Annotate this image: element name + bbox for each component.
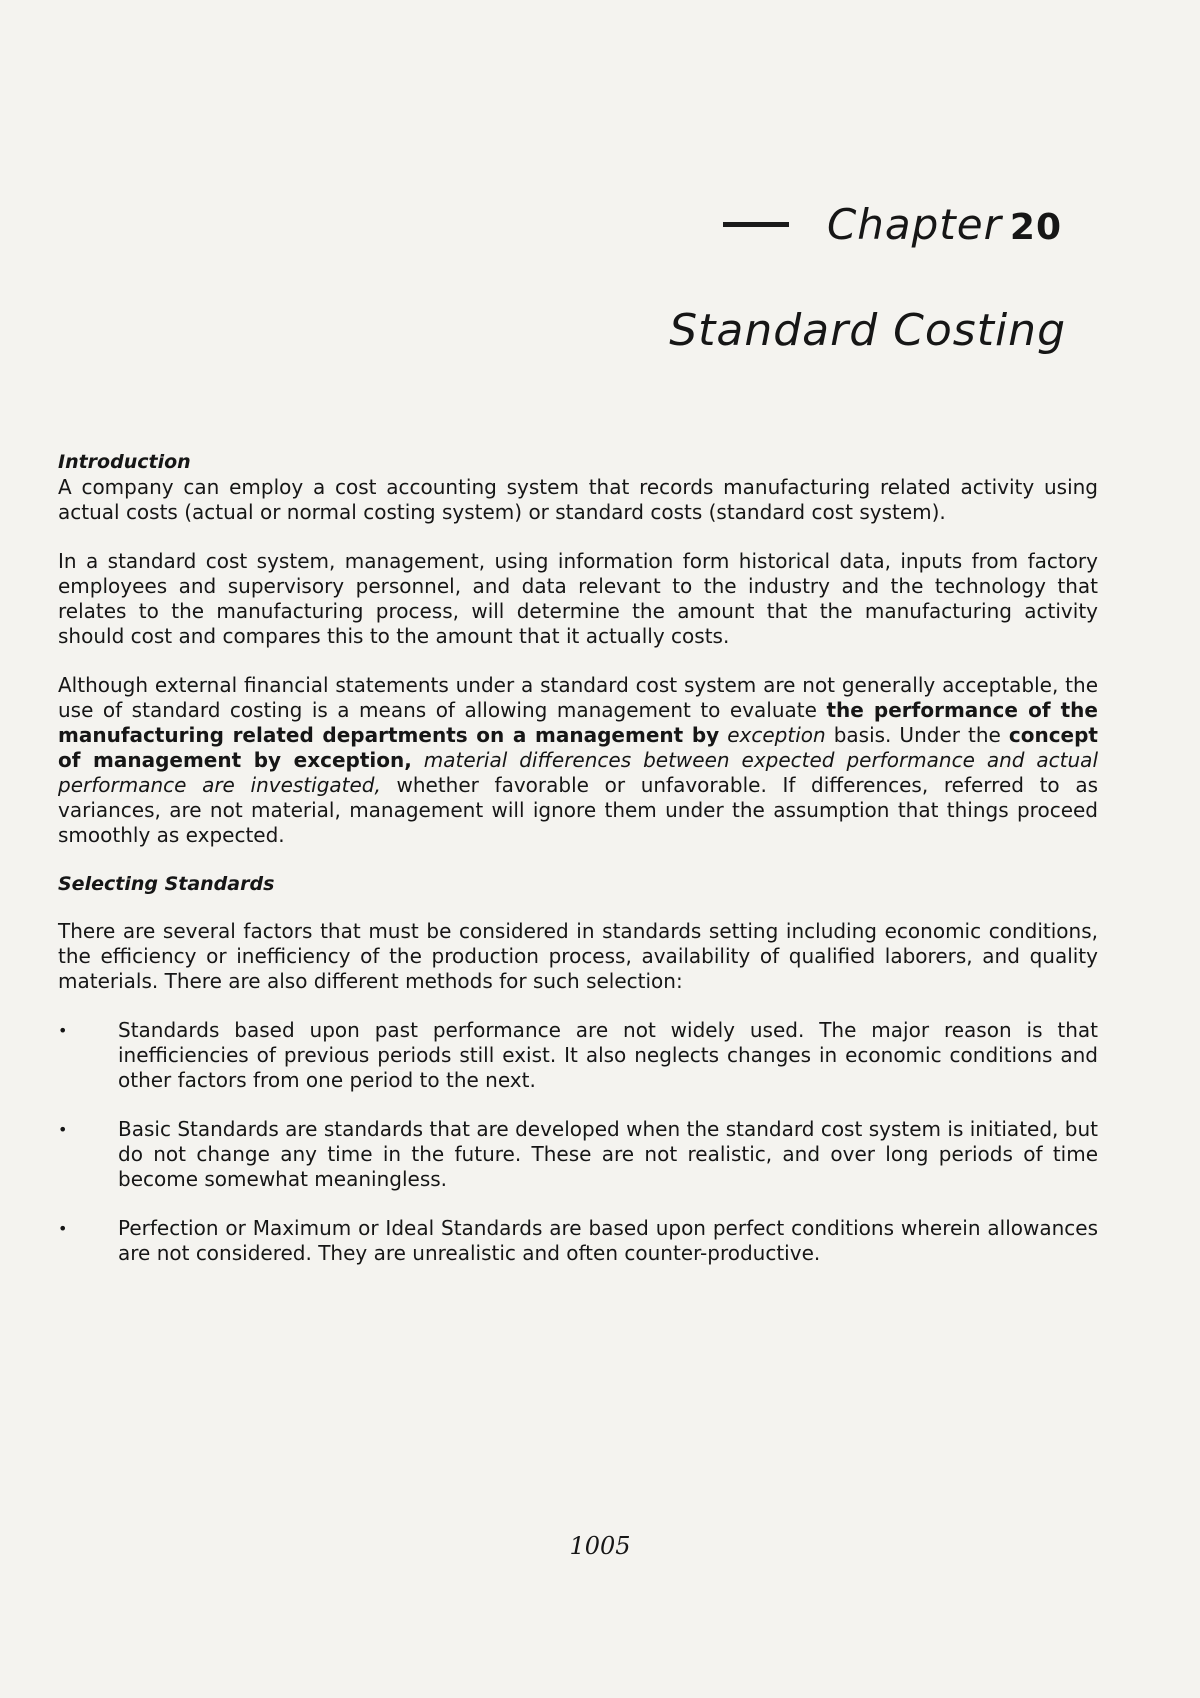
chapter-label: Chapter 20 bbox=[826, 200, 1062, 249]
intro-paragraph-2: In a standard cost system, management, using information form historical data, inputs from factory employees and supervisory personnel, and data relevant to the industry and the technology that relates to the manufacturing process, will determine the amount that the manufacturing activity should cost and compares this to the amount that it actually costs. bbox=[58, 549, 1098, 648]
chapter-title: Standard Costing bbox=[669, 305, 1066, 356]
chapter-heading bbox=[723, 200, 1062, 249]
main-content bbox=[58, 450, 1098, 1290]
intro-paragraph-3: Although external financial statements under a standard cost system are not generally acceptable, the use of standard costing is a means of allowing management to evaluate the performance of the manufacturing related departments on a management by exception basis. Under the concept of management by exception, material differences between expected performance and actual performance are investigated, whether favorable or unfavorable. If differences, referred to as variances, are not material, management will ignore them under the assumption that things proceed smoothly as expected. bbox=[58, 673, 1098, 847]
bullet-icon: • bbox=[58, 1219, 68, 1238]
standards-list bbox=[58, 1018, 1098, 1266]
chapter-dash bbox=[723, 222, 789, 227]
selecting-standards-paragraph: There are several factors that must be considered in standards setting including economic conditions, the efficiency or inefficiency of the production process, availability of qualified laborers, and quality materials. There are also different methods for such selection: bbox=[58, 919, 1098, 993]
introduction-heading: Introduction bbox=[58, 451, 191, 473]
selecting-standards-heading: Selecting Standards bbox=[58, 873, 275, 895]
bullet-icon: • bbox=[58, 1021, 68, 1040]
intro-paragraph-1: A company can employ a cost accounting system that records manufacturing related activity using actual costs (actual or normal costing system) or standard costs (standard cost system). bbox=[58, 475, 1098, 524]
list-item: • Standards based upon past performance are not widely used. The major reason is that inefficiencies of previous periods still exist. It also neglects changes in economic conditions and other factors from one period to the next. bbox=[58, 1018, 1098, 1092]
chapter-number: 20 bbox=[1009, 207, 1062, 248]
page-number: 1005 bbox=[569, 1532, 631, 1560]
list-item: • Perfection or Maximum or Ideal Standards are based upon perfect conditions wherein allowances are not considered. They are unrealistic and often counter-productive. bbox=[58, 1216, 1098, 1265]
list-item: • Basic Standards are standards that are developed when the standard cost system is initiated, but do not change any time in the future. These are not realistic, and over long periods of time become somewhat meaningless. bbox=[58, 1117, 1098, 1191]
bullet-icon: • bbox=[58, 1120, 68, 1139]
